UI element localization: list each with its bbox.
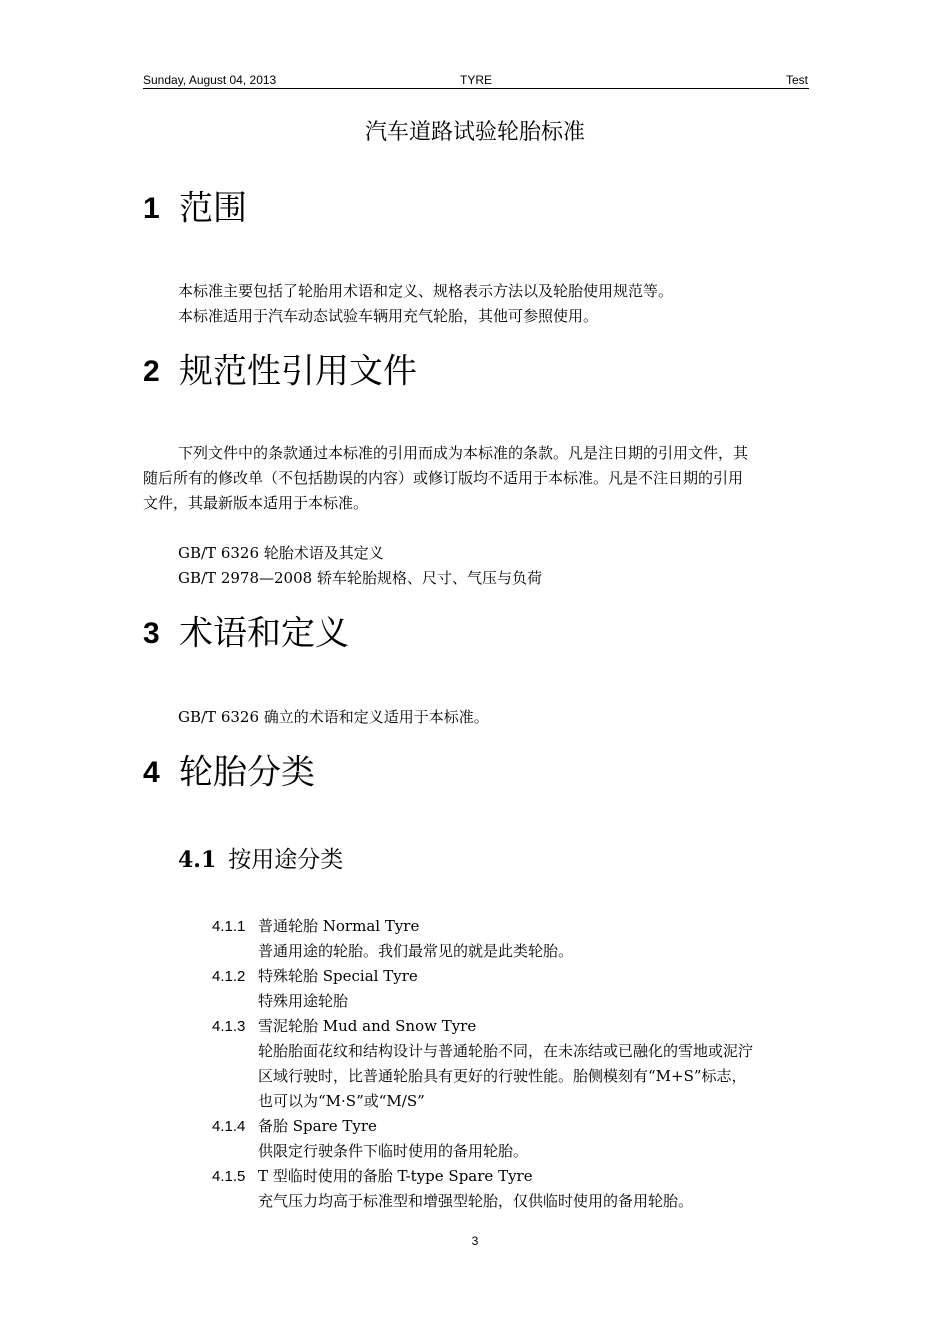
- section-heading-2: [143, 347, 417, 395]
- subsection-heading: [178, 842, 343, 878]
- section-heading-3: [143, 609, 349, 657]
- header-rule: [143, 88, 809, 89]
- section-number: 1: [143, 191, 160, 225]
- reference-item: GB/T 6326 轮胎术语及其定义: [178, 544, 384, 562]
- paragraph-line: 下列文件中的条款通过本标准的引用而成为本标准的条款。凡是注日期的引用文件，其: [178, 444, 749, 462]
- section-number: 2: [143, 354, 160, 388]
- paragraph-line: 随后所有的修改单（不包括勘误的内容）或修订版均不适用于本标准。凡是不注日期的引用: [143, 469, 744, 487]
- section-heading-4: [143, 748, 315, 796]
- item-title: T 型临时使用的备胎 T-type Spare Tyre: [258, 1167, 533, 1185]
- item-number: 4.1.2: [212, 968, 246, 985]
- item-description: 特殊用途轮胎: [258, 992, 349, 1010]
- paragraph-line: 本标准主要包括了轮胎用术语和定义、规格表示方法以及轮胎使用规范等。: [178, 282, 674, 300]
- section-number: 3: [143, 616, 160, 650]
- item-title: 备胎 Spare Tyre: [258, 1117, 377, 1135]
- item-number: 4.1.1: [212, 918, 246, 935]
- section-title: 术语和定义: [179, 613, 349, 654]
- section-title: 规范性引用文件: [179, 351, 417, 392]
- item-description: 轮胎胎面花纹和结构设计与普通轮胎不同，在未冻结或已融化的雪地或泥泞: [258, 1042, 754, 1060]
- subsection-title: 按用途分类: [228, 847, 344, 873]
- page-number: 3: [471, 1234, 479, 1248]
- reference-item: GB/T 2978—2008 轿车轮胎规格、尺寸、气压与负荷: [178, 569, 542, 587]
- item-description: 供限定行驶条件下临时使用的备用轮胎。: [258, 1142, 529, 1160]
- subsection-number: 4.1: [178, 847, 217, 873]
- item-description: 区域行驶时，比普通轮胎具有更好的行驶性能。胎侧模刻有“M+S”标志，: [258, 1067, 747, 1085]
- item-description: 普通用途的轮胎。我们最常见的就是此类轮胎。: [258, 942, 574, 960]
- paragraph-line: GB/T 6326 确立的术语和定义适用于本标准。: [178, 708, 489, 726]
- item-title: 雪泥轮胎 Mud and Snow Tyre: [258, 1017, 477, 1035]
- section-title: 范围: [179, 188, 247, 229]
- document-title: 汽车道路试验轮胎标准: [364, 120, 585, 145]
- item-number: 4.1.3: [212, 1018, 246, 1035]
- item-description: 也可以为“M·S”或“M/S”: [258, 1092, 425, 1110]
- item-number: 4.1.4: [212, 1118, 246, 1135]
- item-number: 4.1.5: [212, 1168, 246, 1185]
- section-heading-1: [143, 184, 247, 232]
- header-title: TYRE: [460, 73, 493, 87]
- paragraph-line: 本标准适用于汽车动态试验车辆用充气轮胎，其他可参照使用。: [178, 307, 599, 325]
- paragraph-line: 文件，其最新版本适用于本标准。: [143, 494, 369, 512]
- section-title: 轮胎分类: [179, 752, 315, 793]
- item-title: 特殊轮胎 Special Tyre: [258, 967, 418, 985]
- item-title: 普通轮胎 Normal Tyre: [258, 917, 420, 935]
- header-date: Sunday, August 04, 2013: [143, 73, 277, 87]
- section-number: 4: [143, 755, 160, 789]
- header-right: Test: [785, 73, 808, 87]
- item-description: 充气压力均高于标准型和增强型轮胎，仅供临时使用的备用轮胎。: [258, 1192, 694, 1210]
